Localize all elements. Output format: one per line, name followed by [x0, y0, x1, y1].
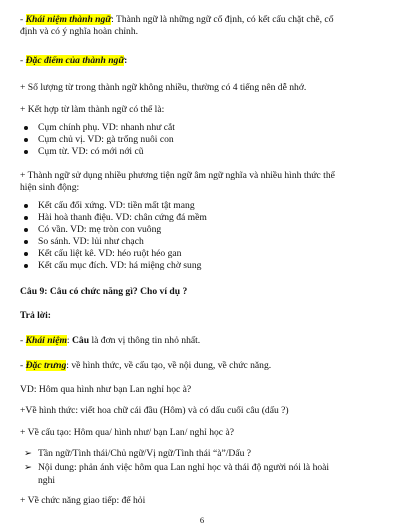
- list-item: Hài hoà thanh điệu. VD: chân cứng đá mềm: [38, 212, 207, 224]
- bullet-icon: [24, 240, 28, 244]
- structure-line: + Về cấu tạo: Hôm qua/ hình như/ bạn Lan/ nghỉ học à?: [20, 427, 234, 438]
- list-item: Kết cấu đối xứng. VD: tiền mất tật mang: [38, 200, 195, 212]
- paragraph-3: + Thành ngữ sử dụng nhiều phương tiện ngữ âm ngữ nghĩa và nhiều hình thức thể: [20, 170, 335, 181]
- list-item: Có vần. VD: mẹ tròn con vuông: [38, 224, 161, 236]
- list-item: Cụm chính phụ. VD: nhanh như cắt: [38, 122, 175, 134]
- bullet-icon: [24, 216, 28, 220]
- function-line: + Về chức năng giao tiếp: để hỏi: [20, 495, 146, 506]
- feature-label: Đặc trưng: [25, 360, 67, 371]
- definition-label: Khái niệm: [25, 335, 67, 346]
- bullet-icon: [24, 138, 28, 142]
- list-item: Kết cấu liệt kê. VD: héo ruột héo gan: [38, 248, 181, 260]
- arrow-right-icon: ➢: [24, 462, 33, 473]
- paragraph-3-cont: hiện sinh động:: [20, 182, 80, 193]
- feature-line: - Đặc trưng: về hình thức, về cấu tạo, về nội dung, về chức năng.: [20, 360, 272, 371]
- concept-text: : Thành ngữ là những ngữ cố định, có kết cấu chặt chẽ, cố: [111, 14, 334, 25]
- form-line: +Về hình thức: viết hoa chữ cái đầu (Hôm) và có dấu cuối câu (dấu ?): [20, 405, 289, 416]
- arrow-item-cont: nghi: [38, 475, 56, 486]
- bullet-icon: [24, 252, 28, 256]
- list-item: So sánh. VD: lủi như chạch: [38, 236, 144, 248]
- definition-line: - Khái niệm: Câu là đơn vị thông tin nhỏ nhất.: [20, 335, 201, 346]
- features-label: Đặc điểm của thành ngữ: [25, 55, 125, 66]
- list-item: Cụm chủ vị. VD: gà trống nuôi con: [38, 134, 174, 146]
- arrow-right-icon: ➢: [24, 448, 33, 459]
- concept-label: Khái niệm thành ngữ: [25, 14, 112, 25]
- bullet-icon: [24, 126, 28, 130]
- list-item: Kết cấu mục đích. VD: há miệng chờ sung: [38, 260, 201, 272]
- arrow-item: ➢ Nội dung: phản ánh việc hôm qua Lan nghỉ học và thái độ người nói là hoài: [24, 462, 330, 473]
- paragraph-2: + Kết hợp từ làm thành ngữ có thể là:: [20, 104, 165, 115]
- bullet-icon: [24, 264, 28, 268]
- arrow-item: ➢ Tần ngữ/Tình thái/Chủ ngữ/Vị ngữ/Tình thái “à”/Dấu ?: [24, 448, 252, 459]
- bullet-icon: [24, 150, 28, 154]
- list-item: Cụm từ. VD: có mới nới cũ: [38, 146, 144, 158]
- bullet-icon: [24, 228, 28, 232]
- paragraph-1: + Số lượng từ trong thành ngữ không nhiều, thường có 4 tiếng nên dễ nhớ.: [20, 82, 307, 93]
- answer-label: Trả lời:: [20, 310, 51, 321]
- example-line: VD: Hôm qua hình như bạn Lan nghỉ học à?: [20, 384, 192, 395]
- question-heading: Câu 9: Câu có chức năng gì? Cho ví dụ ?: [20, 286, 188, 297]
- concept-line: - Khái niệm thành ngữ: Thành ngữ là những ngữ cố định, có kết cấu chặt chẽ, cố: [20, 14, 334, 25]
- concept-text-cont: định và có ý nghĩa hoàn chỉnh.: [20, 26, 139, 37]
- features-heading: - Đặc điểm của thành ngữ:: [20, 55, 128, 66]
- page-number: 6: [199, 515, 205, 525]
- bullet-icon: [24, 204, 28, 208]
